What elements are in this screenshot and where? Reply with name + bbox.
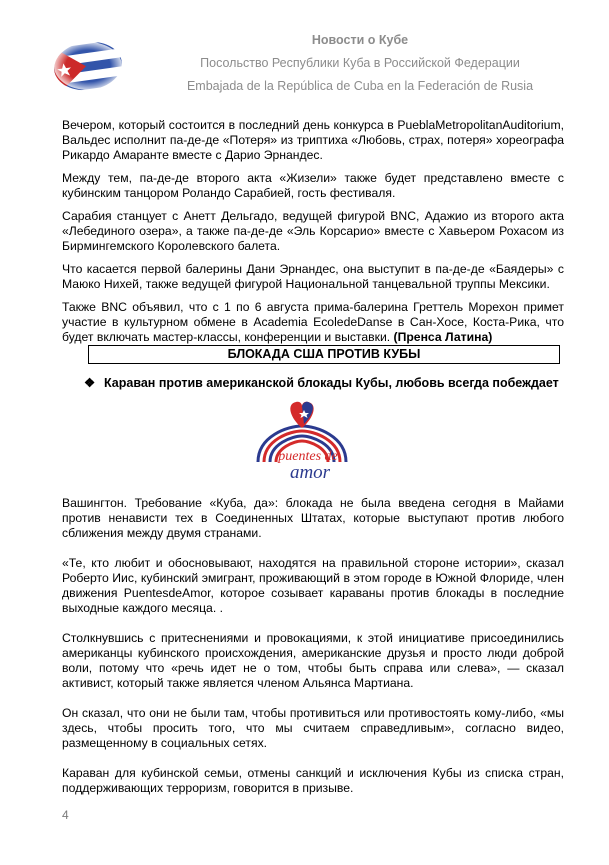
paragraph: Между тем, па-де-де второго акта «Жизели» также будет представлено вместе с кубинским танцором Роландо Сарабией, гость фестиваля. [62,171,564,200]
article-heading-text: Караван против американской блокады Кубы, любовь всегда побеждает [104,376,559,390]
page-header [0,0,609,110]
puentes-de-amor-logo [248,400,356,486]
paragraph: Вечером, который состоится в последний день конкурса в PueblaMetropolitanAuditorium, Вальдес исполнит па-де-де «Потеря» из триптиха «Любовь, страх, потеря» хореографа Рикардо Амаранте вместе с Дарио Эрнандес. [62,118,564,162]
paragraph [62,300,564,345]
article-culture [62,118,564,353]
cuban-flag-logo [52,40,124,92]
paragraph-text: Также BNC объявил, что с 1 по 6 августа прима-балерина Греттель Морехон примет участие в культурном обмене в Academia EcoledeDanse в Сан-Хосе, Коста-Рика, что будет включать мастер-классы, конференции и выставки. [62,300,564,344]
logo-text-amor: amor [289,462,331,483]
header-title: Новости о Кубе [311,33,409,47]
article-heading [84,375,559,390]
source-credit: (Пренса Латина) [393,330,493,344]
paragraph: Что касается первой балерины Дани Эрнандес, она выступит в па-де-де «Баядеры» с Маюко Нихей, также ведущей фигурой Национальной танцевальной труппы Мексики. [62,262,564,291]
paragraph: Он сказал, что они не были там, чтобы противиться или противостоять кому-либо, «мы здесь, чтобы просить того, что мы считаем справедливым», согласно видео, размещенному в социальных сетях. [62,706,564,750]
section-title: БЛОКАДА США ПРОТИВ КУБЫ [88,345,560,364]
paragraph: «Те, кто любит и обосновывают, находятся на правильной стороне истории», сказал Роберто Иис, кубинский эмигрант, проживающий в этом городе в Южной Флориде, член движения PuentesdeAmor, которое созывает караваны против блокады в последние выходные каждого месяца. . [62,556,564,615]
logo-text-puentes: puentes de [278,449,338,464]
header-embassy-ru: Посольство Республики Куба в Российской Федерации [200,56,520,70]
paragraph: Столкнувшись с притеснениями и провокациями, к этой инициативе присоединились американцы кубинского происхождения, американские друзья и просто люди доброй воли, потому что «речь идет не о том, чтобы быть справа или слева», — сказал активист, который также является членом Альянса Мартиана. [62,631,564,690]
paragraph: Сарабия станцует с Анетт Дельгадо, ведущей фигурой BNC, Адажио из второго акта «Лебединого озера», а также па-де-де «Эль Корсарио» вместе с Хавьером Рохасом из Бирмингемского Королевского балета. [62,209,564,253]
paragraph: Вашингтон. Требование «Куба, да»: блокада не была введена сегодня в Майами против ненависти тех в Соединенных Штатах, которые выступают против любого сближения между двумя странами. [62,496,564,540]
article-caravan [62,496,564,811]
diamond-bullet-icon: ❖ [84,376,96,390]
paragraph: Караван для кубинской семьи, отмены санкций и исключения Кубы из списка стран, поддерживающих терроризм, говорится в призыве. [62,766,564,795]
header-embassy-es: Embajada de la República de Cuba en la Federación de Rusia [186,79,534,93]
page-number: 4 [62,808,69,822]
